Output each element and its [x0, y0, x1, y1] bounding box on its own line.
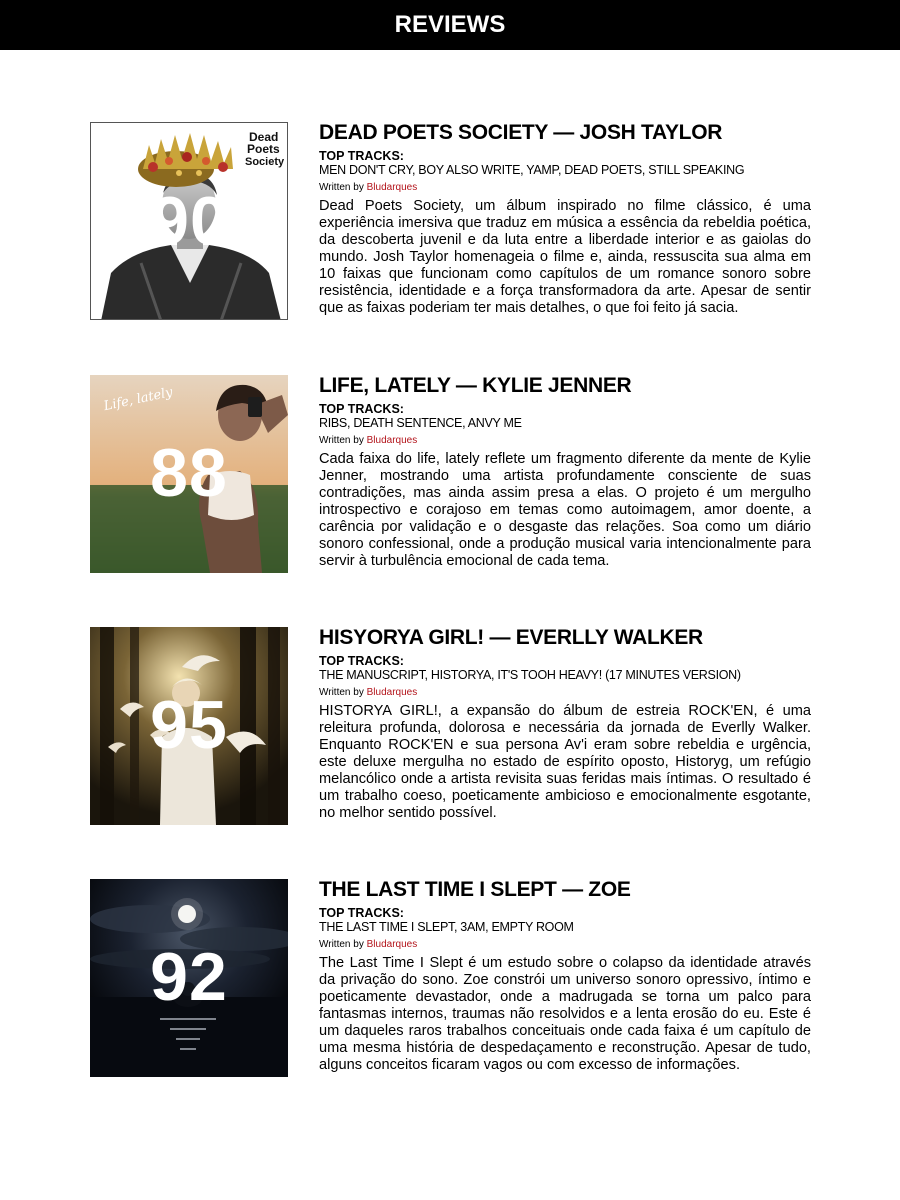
review-info	[319, 121, 811, 317]
score-badge: 90	[151, 183, 229, 259]
review-title: DEAD POETS SOCIETY — JOSH TAYLOR	[319, 121, 723, 144]
author-link[interactable]: Bludarques	[366, 939, 418, 950]
review-text: The Last Time I Slept é um estudo sobre o colapso da identidade através da privação do sono. Zoe constrói um universo sonoro opressivo, íntimo e poeticamente devastador, onde a madrugada se torna um palco para fantasmas internos, traumas não resolvidos e a lenta erosão do eu. Este é um daqueles raros trabalhos conceituais onde cada faixa é um capítulo de uma mesma história de despedaçamento e reconstrução. Apesar de tudo, alguns conceitos ficaram vagos ou com excesso de informações.	[319, 955, 811, 1073]
author-link[interactable]: Bludarques	[366, 435, 418, 446]
review-title: THE LAST TIME I SLEPT — ZOE	[319, 878, 631, 901]
score-badge: 95	[150, 687, 228, 763]
review-text: Cada faixa do life, lately reflete um fragmento diferente da mente de Kylie Jenner, mostrando uma artista profundamente consciente de suas contradições, mas ainda assim presa a elas. O projeto é um mergulho introspectivo e corajoso em temas como autoimagem, amor doente, a carência por validação e o desgaste das relações. Soa como um diário sonoro confessional, onde a produção musical varia intencionalmente para servir à turbulência emocional de cada tema.	[319, 451, 811, 569]
review-info	[319, 626, 811, 822]
top-tracks-list: RIBS, DEATH SENTENCE, ANVY ME	[319, 416, 522, 430]
page-title: REVIEWS	[394, 11, 506, 38]
review-card	[90, 627, 815, 827]
byline-label: Written by	[319, 435, 364, 446]
album-cover[interactable]	[90, 627, 288, 825]
review-info	[319, 878, 811, 1074]
byline	[319, 182, 811, 194]
top-tracks-label: TOP TRACKS:	[319, 906, 404, 920]
top-tracks-list: MEN DON'T CRY, BOY ALSO WRITE, YAMP, DEAD POETS, STILL SPEAKING	[319, 163, 745, 177]
byline	[319, 435, 811, 447]
review-card	[90, 375, 815, 575]
top-tracks-label: TOP TRACKS:	[319, 149, 404, 163]
byline-label: Written by	[319, 687, 364, 698]
byline	[319, 939, 811, 951]
review-info	[319, 374, 811, 570]
review-text: HISTORYA GIRL!, a expansão do álbum de estreia ROCK'EN, é uma releitura profunda, dolorosa e necessária da jornada de Everlly Walker. Enquanto ROCK'EN e sua persona Av'i eram sobre rebeldia e urgência, este deluxe mergulha no estado de espírito oposto, Historyg, um refúgio melancólico onde a artista revisita suas feridas mais íntimas. O resultado é um trabalho coeso, poeticamente ambicioso e emocionalmente esgotante, no melhor sentido possível.	[319, 703, 811, 821]
cover-title-line: Society	[245, 156, 285, 168]
album-cover[interactable]	[90, 879, 288, 1077]
review-title: LIFE, LATELY — KYLIE JENNER	[319, 374, 632, 397]
cover-script-title: Life, lately	[102, 384, 174, 415]
album-cover[interactable]	[90, 122, 288, 320]
cover-title-line: Dead	[249, 130, 279, 144]
top-tracks-label: TOP TRACKS:	[319, 654, 404, 668]
album-cover[interactable]	[90, 375, 288, 573]
byline-label: Written by	[319, 182, 364, 193]
review-text: Dead Poets Society, um álbum inspirado no filme clássico, é uma experiência imersiva que traduz em música a essência da rebeldia poética, da descoberta juvenil e da luta entre a liberdade interior e as gaiolas do mundo. Josh Taylor homenageia o filme e, ainda, ressuscita sua alma em 10 faixas que funcionam como capítulos de um romance sonoro sobre resistência, identidade e a força transformadora da arte. Apesar de sentir que as faixas poderiam ter mais detalhes, o que foi feito já sacia.	[319, 198, 811, 316]
byline-label: Written by	[319, 939, 364, 950]
author-link[interactable]: Bludarques	[366, 182, 418, 193]
review-card	[90, 122, 815, 322]
byline	[319, 687, 811, 699]
review-title: HISYORYA GIRL! — EVERLLY WALKER	[319, 626, 703, 649]
top-tracks-label: TOP TRACKS:	[319, 402, 404, 416]
review-card	[90, 879, 815, 1079]
cover-title-line: Poets	[247, 142, 280, 156]
score-badge: 88	[150, 435, 228, 511]
top-tracks-list: THE MANUSCRIPT, HISTORYA, IT'S TOOH HEAVY! (17 MINUTES VERSION)	[319, 668, 741, 682]
score-badge: 92	[150, 939, 228, 1015]
header-bar	[0, 0, 900, 50]
author-link[interactable]: Bludarques	[366, 687, 418, 698]
top-tracks-list: THE LAST TIME I SLEPT, 3AM, EMPTY ROOM	[319, 920, 574, 934]
